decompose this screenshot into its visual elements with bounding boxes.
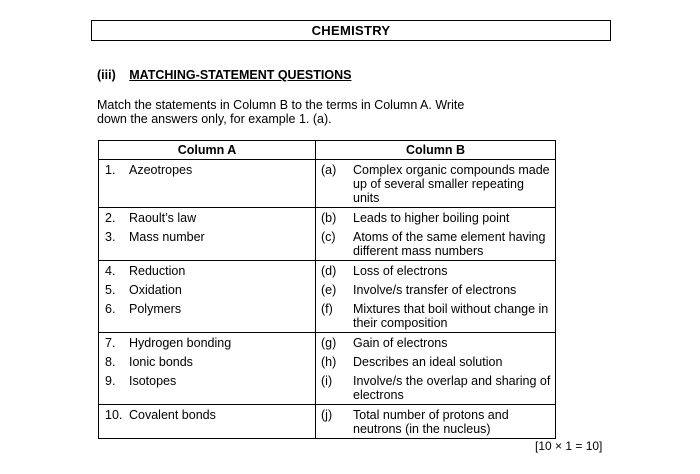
statement-letter: (b) xyxy=(321,211,337,225)
table-row xyxy=(99,333,556,353)
table-row xyxy=(99,371,556,405)
statement-text: Gain of electrons xyxy=(353,336,448,350)
statement-text: Atoms of the same element having different mass numbers xyxy=(353,230,546,258)
instructions-line-2: down the answers only, for example 1. (a). xyxy=(97,112,332,126)
term-text: Ionic bonds xyxy=(129,355,193,369)
statement-letter: (f) xyxy=(321,302,333,316)
column-b-header: Column B xyxy=(316,141,556,160)
section-number: (iii) xyxy=(97,68,116,82)
table-row xyxy=(99,405,556,439)
table-row xyxy=(99,280,556,299)
statement-text: Total number of protons and neutrons (in the nucleus) xyxy=(353,408,509,436)
statement-text: Mixtures that boil without change in their composition xyxy=(353,302,549,330)
statement-letter: (c) xyxy=(321,230,336,244)
term-text: Reduction xyxy=(129,264,186,278)
term-number: 10. xyxy=(105,408,123,422)
term-text: Isotopes xyxy=(129,374,177,388)
statement-text: Complex organic compounds made up of several smaller repeating units xyxy=(353,163,550,205)
term-text: Polymers xyxy=(129,302,182,316)
term-text: Azeotropes xyxy=(129,163,193,177)
statement-text: Involve/s the overlap and sharing of electrons xyxy=(353,374,551,402)
term-number: 7. xyxy=(105,336,116,350)
term-number: 6. xyxy=(105,302,116,316)
statement-letter: (i) xyxy=(321,374,333,388)
marks-total: [10 × 1 = 10] xyxy=(535,439,603,453)
table-row xyxy=(99,299,556,333)
statement-text: Leads to higher boiling point xyxy=(353,211,510,225)
table-row xyxy=(99,261,556,281)
term-number: 5. xyxy=(105,283,116,297)
matching-table xyxy=(98,140,556,439)
statement-text: Loss of electrons xyxy=(353,264,448,278)
term-text: Raoult’s law xyxy=(129,211,197,225)
statement-letter: (h) xyxy=(321,355,337,369)
statement-letter: (e) xyxy=(321,283,337,297)
statement-text: Describes an ideal solution xyxy=(353,355,503,369)
column-a-header: Column A xyxy=(99,141,316,160)
statement-letter: (d) xyxy=(321,264,337,278)
term-text: Mass number xyxy=(129,230,205,244)
statement-letter: (g) xyxy=(321,336,337,350)
instructions xyxy=(97,98,517,126)
table-row xyxy=(99,160,556,208)
term-number: 1. xyxy=(105,163,116,177)
term-number: 2. xyxy=(105,211,116,225)
term-text: Oxidation xyxy=(129,283,182,297)
term-number: 3. xyxy=(105,230,116,244)
term-text: Hydrogen bonding xyxy=(129,336,232,350)
term-number: 4. xyxy=(105,264,116,278)
term-text: Covalent bonds xyxy=(129,408,216,422)
instructions-line-1: Match the statements in Column B to the terms in Column A. Write xyxy=(97,98,465,112)
statement-letter: (j) xyxy=(321,408,333,422)
subject-title: CHEMISTRY xyxy=(91,20,611,41)
statement-letter: (a) xyxy=(321,163,337,177)
term-number: 9. xyxy=(105,374,116,388)
section-title: MATCHING-STATEMENT QUESTIONS xyxy=(129,68,352,82)
table-row xyxy=(99,352,556,371)
table-row xyxy=(99,208,556,228)
section-heading xyxy=(97,68,351,82)
term-number: 8. xyxy=(105,355,116,369)
statement-text: Involve/s transfer of electrons xyxy=(353,283,517,297)
table-row xyxy=(99,227,556,261)
